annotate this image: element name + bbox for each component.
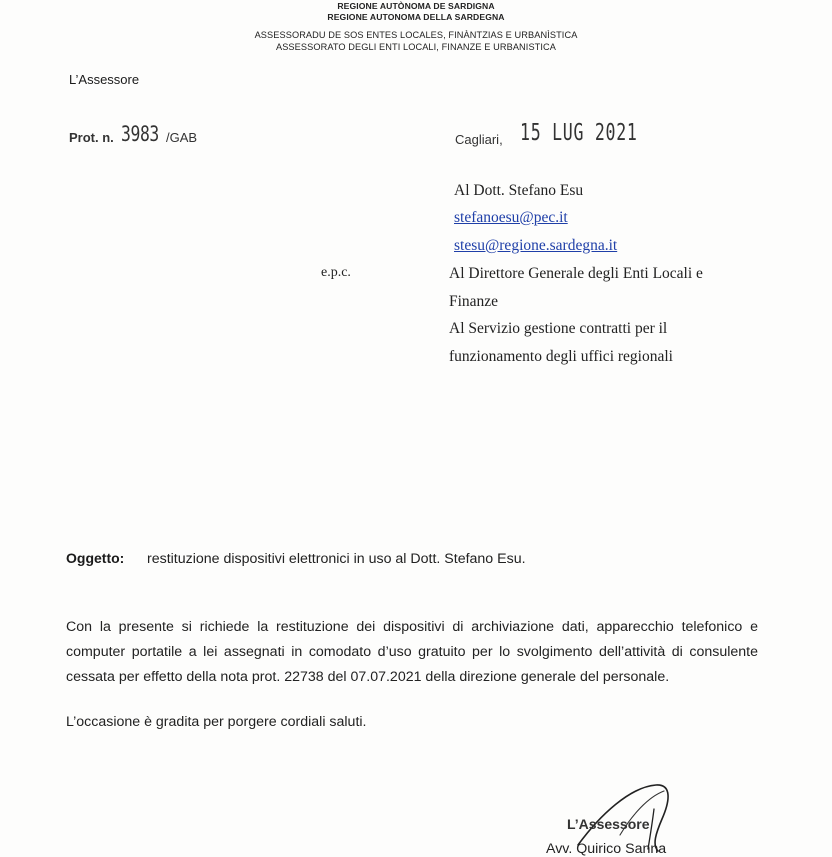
- protocol-suffix: /GAB: [166, 130, 198, 145]
- letterhead-region-sardinian: REGIONE AUTÒNOMA DE SARDIGNA: [337, 1, 495, 11]
- recipient-email-pec-link[interactable]: stefanoesu@pec.it: [454, 209, 568, 226]
- letterhead-department-sardinian: ASSESSORADU DE SOS ENTES LOCALES, FINÀNTZIAS E URBANÌSTICA: [254, 30, 578, 40]
- cc-label: e.p.c.: [321, 265, 351, 280]
- body-line: cessata per effetto della nota prot. 22738 del 07.07.2021 della direzione generale del personale.: [66, 669, 670, 685]
- subject-label: Oggetto:: [66, 550, 125, 566]
- signature-title: L’Assessore: [567, 816, 650, 832]
- cc-line: funzionamento degli uffici regionali: [449, 348, 673, 365]
- body-paragraph: [66, 615, 758, 690]
- body-line: Con la presente si richiede la restituzione dei dispositivi di archiviazione dati, apparecchio telefonico e: [66, 619, 758, 635]
- place-label: Cagliari,: [455, 132, 503, 147]
- cc-line: Al Direttore Generale degli Enti Locali e: [449, 265, 703, 282]
- letterhead-region-italian: REGIONE AUTONOMA DELLA SARDEGNA: [327, 12, 505, 22]
- signature-name: Avv. Quirico Sanna: [546, 841, 667, 857]
- subject-text: restituzione dispositivi elettronici in uso al Dott. Stefano Esu.: [147, 551, 526, 567]
- sender-heading: L’Assessore: [69, 72, 140, 87]
- recipient-name: Al Dott. Stefano Esu: [454, 182, 584, 199]
- recipient-email-link[interactable]: stesu@regione.sardegna.it: [454, 237, 618, 254]
- protocol-label: Prot. n.: [69, 130, 114, 145]
- closing-line: L’occasione è gradita per porgere cordiali saluti.: [66, 714, 367, 730]
- body-line: computer portatile a lei assegnati in comodato d’uso gratuito per lo svolgimento dell’attività di consulente: [66, 644, 758, 660]
- protocol-number: 3983: [121, 122, 159, 146]
- cc-line: Al Servizio gestione contratti per il: [449, 320, 668, 337]
- cc-line: Finanze: [449, 293, 499, 310]
- letterhead-department-italian: ASSESSORATO DEGLI ENTI LOCALI, FINANZE E URBANISTICA: [275, 42, 557, 52]
- date-stamp: 15 LUG 2021: [520, 120, 638, 146]
